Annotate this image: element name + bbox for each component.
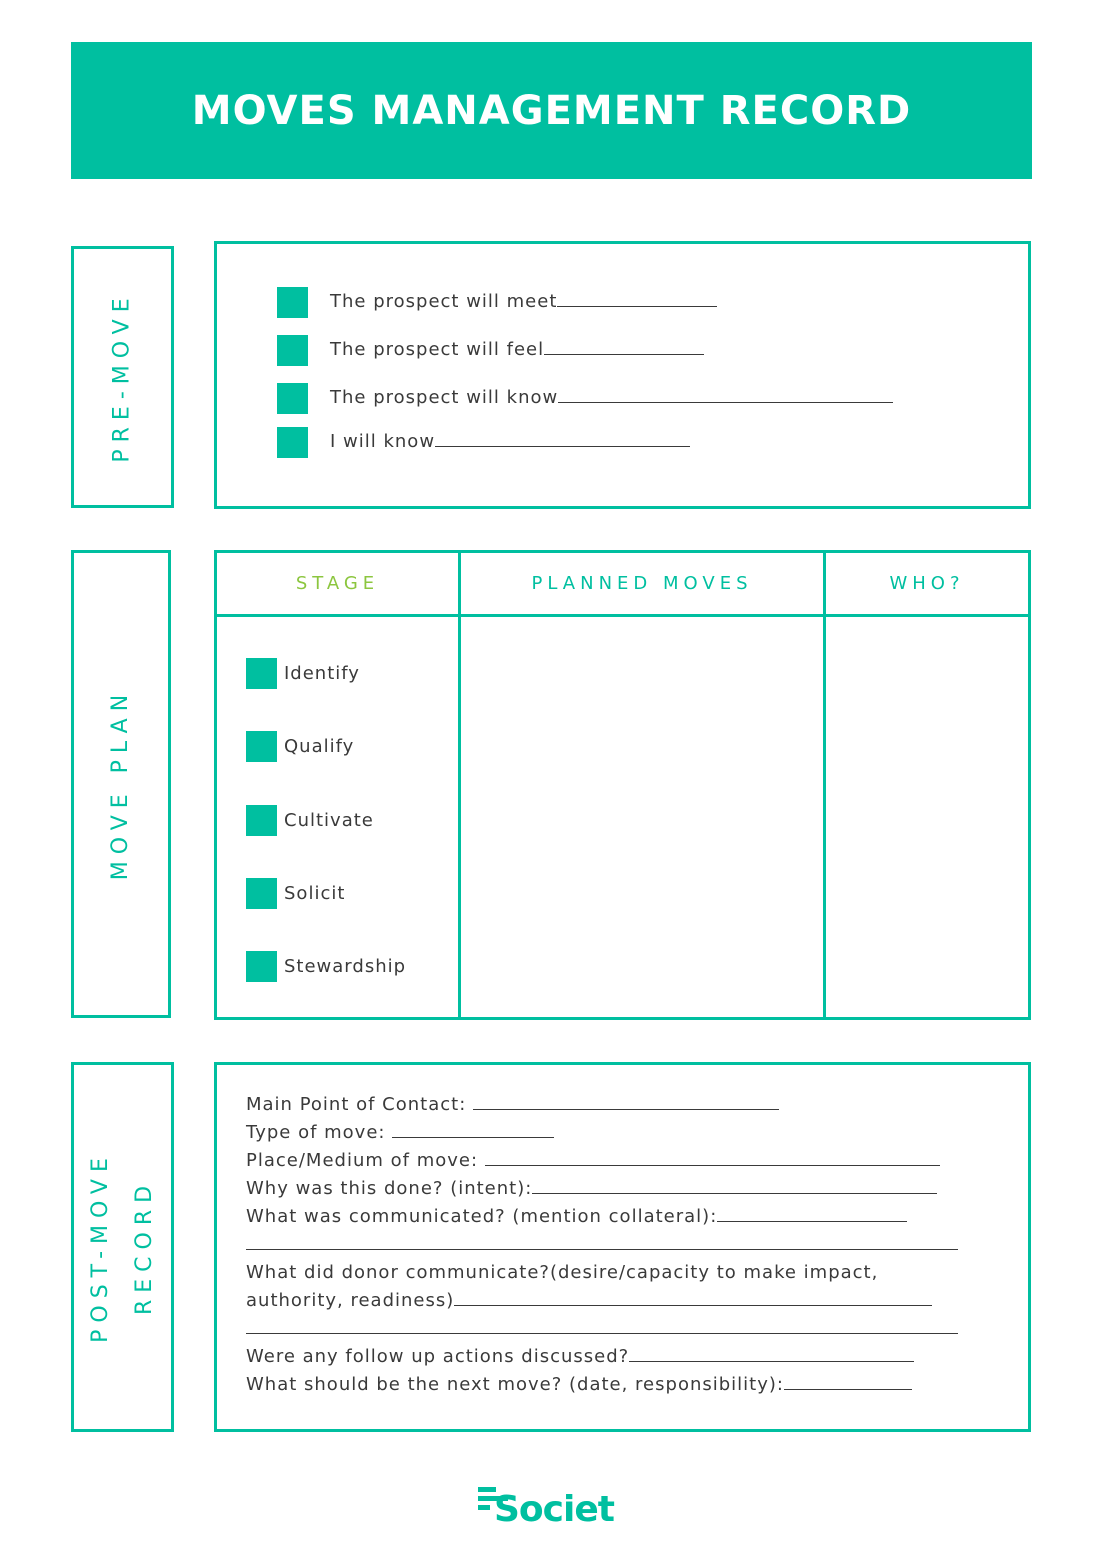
- pre-move-checkbox-2[interactable]: [277, 335, 308, 366]
- stage-cultivate: Cultivate: [284, 810, 374, 831]
- post-move-label: POST-MOVE RECORD: [87, 1151, 157, 1343]
- pre-move-item-4: I will know: [330, 431, 690, 452]
- stage-stewardship: Stewardship: [284, 956, 407, 977]
- post-line-communicated: What was communicated? (mention collateral):: [246, 1203, 907, 1231]
- planned-moves-header: PLANNED MOVES: [531, 573, 753, 594]
- pre-move-item-2: The prospect will feel: [330, 339, 704, 360]
- page-title: MOVES MANAGEMENT RECORD: [191, 87, 912, 134]
- post-move-box: [214, 1062, 1031, 1432]
- column-divider-1: [458, 553, 461, 1017]
- pre-move-checkbox-1[interactable]: [277, 287, 308, 318]
- stage-header: STAGE: [295, 573, 380, 594]
- pre-move-item-1: The prospect will meet: [330, 291, 717, 312]
- column-divider-2: [823, 553, 826, 1017]
- stage-identify: Identify: [284, 663, 360, 684]
- stage-solicit: Solicit: [284, 883, 346, 904]
- move-plan-label: MOVE PLAN: [108, 687, 134, 881]
- pre-move-item-3: The prospect will know: [330, 387, 893, 408]
- pre-move-label: PRE-MOVE: [109, 291, 135, 463]
- pre-move-checkbox-4[interactable]: [277, 427, 308, 458]
- move-plan-label-box: [71, 550, 171, 1018]
- table-header-divider: [217, 614, 1028, 617]
- stage-qualify: Qualify: [284, 736, 355, 757]
- move-plan-table: [214, 550, 1031, 1020]
- post-line-place: Place/Medium of move:: [246, 1147, 940, 1175]
- pre-move-checkbox-3[interactable]: [277, 383, 308, 414]
- stage-checkbox-identify[interactable]: [246, 658, 277, 689]
- societ-logo-text: Societ: [494, 1488, 614, 1530]
- post-line-blank-2: [246, 1315, 958, 1343]
- stage-checkbox-qualify[interactable]: [246, 731, 277, 762]
- post-line-blank-1: [246, 1231, 958, 1259]
- post-line-why: Why was this done? (intent):: [246, 1175, 937, 1203]
- post-line-contact: Main Point of Contact:: [246, 1091, 779, 1119]
- stage-checkbox-solicit[interactable]: [246, 878, 277, 909]
- stage-checkbox-cultivate[interactable]: [246, 805, 277, 836]
- pre-move-label-box: [71, 246, 174, 508]
- post-line-next-move: What should be the next move? (date, responsibility):: [246, 1371, 912, 1399]
- societ-logo: [476, 1468, 636, 1532]
- post-line-donor: What did donor communicate?(desire/capacity to make impact,: [246, 1262, 879, 1283]
- post-move-label-box: [71, 1062, 174, 1432]
- pre-move-box: [214, 241, 1031, 509]
- post-line-authority: authority, readiness): [246, 1287, 932, 1315]
- post-line-type: Type of move:: [246, 1119, 554, 1147]
- page-header: [71, 42, 1032, 179]
- who-header: WHO?: [889, 573, 965, 594]
- post-line-followup: Were any follow up actions discussed?: [246, 1343, 914, 1371]
- stage-checkbox-stewardship[interactable]: [246, 951, 277, 982]
